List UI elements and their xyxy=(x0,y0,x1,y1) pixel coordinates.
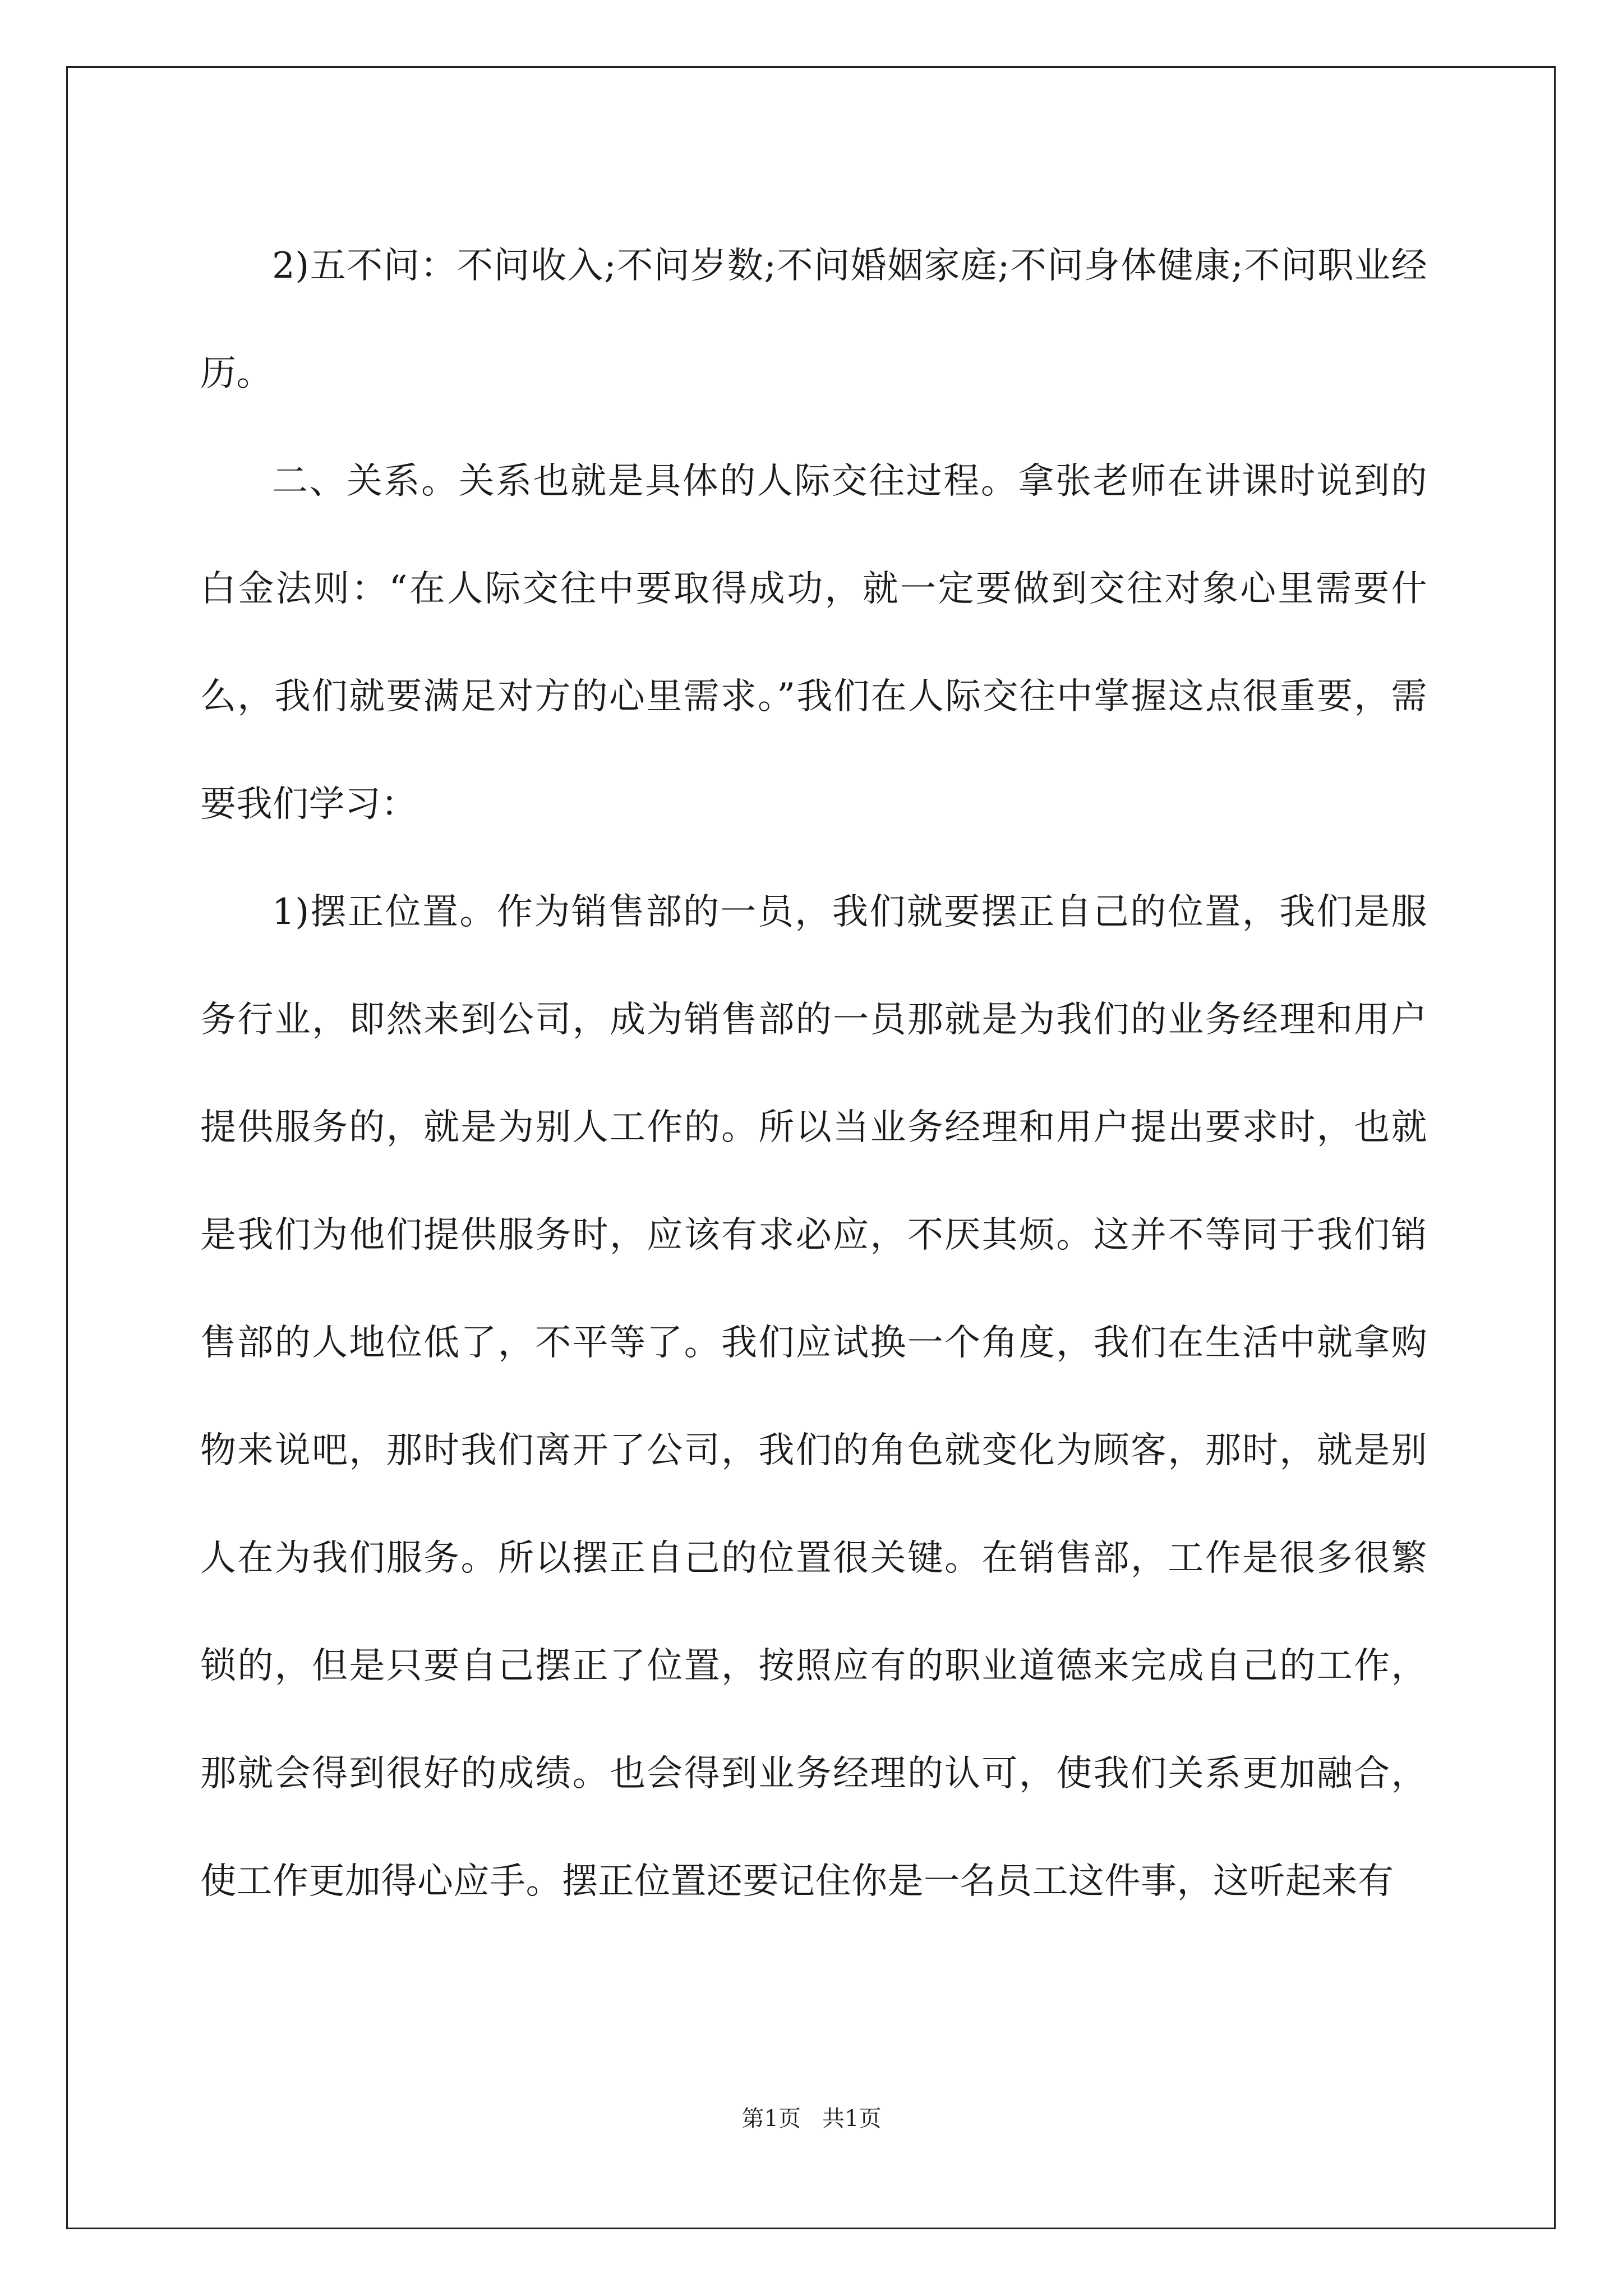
document-body xyxy=(200,212,1427,1935)
page-number-footer: 第1页 共1页 xyxy=(741,2106,882,2132)
paragraph-relationship: 二、关系。关系也就是具体的人际交往过程。拿张老师在讲课时说到的白金法则：“在人际交往中要取得成功，就一定要做到交往对象心里需要什么，我们就要满足对方的心里需求。”我们在人际交往中掌握这点很重要，需要我们学习： xyxy=(200,461,1427,825)
paragraph-position: 1)摆正位置。作为销售部的一员，我们就要摆正自己的位置，我们是服务行业，即然来到公司，成为销售部的一员那就是为我们的业务经理和用户提供服务的，就是为别人工作的。所以当业务经理和用户提出要求时，也就是我们为他们提供服务时，应该有求必应，不厌其烦。这并不等同于我们销售部的人地位低了，不平等了。我们应试换一个角度，我们在生活中就拿购物来说吧，那时我们离开了公司，我们的角色就变化为顾客，那时，就是别人在为我们服务。所以摆正自己的位置很关键。在销售部，工作是很多很繁锁的，但是只要自己摆正了位置，按照应有的职业道德来完成自己的工作，那就会得到很好的成绩。也会得到业务经理的认可，使我们关系更加融合，使工作更加得心应手。摆正位置还要记住你是一名员工这件事，这听起来有 xyxy=(200,891,1427,1902)
paragraph-five-dont-ask: 2)五不问：不问收入;不问岁数;不问婚姻家庭;不问身体健康;不问职业经历。 xyxy=(200,245,1427,394)
